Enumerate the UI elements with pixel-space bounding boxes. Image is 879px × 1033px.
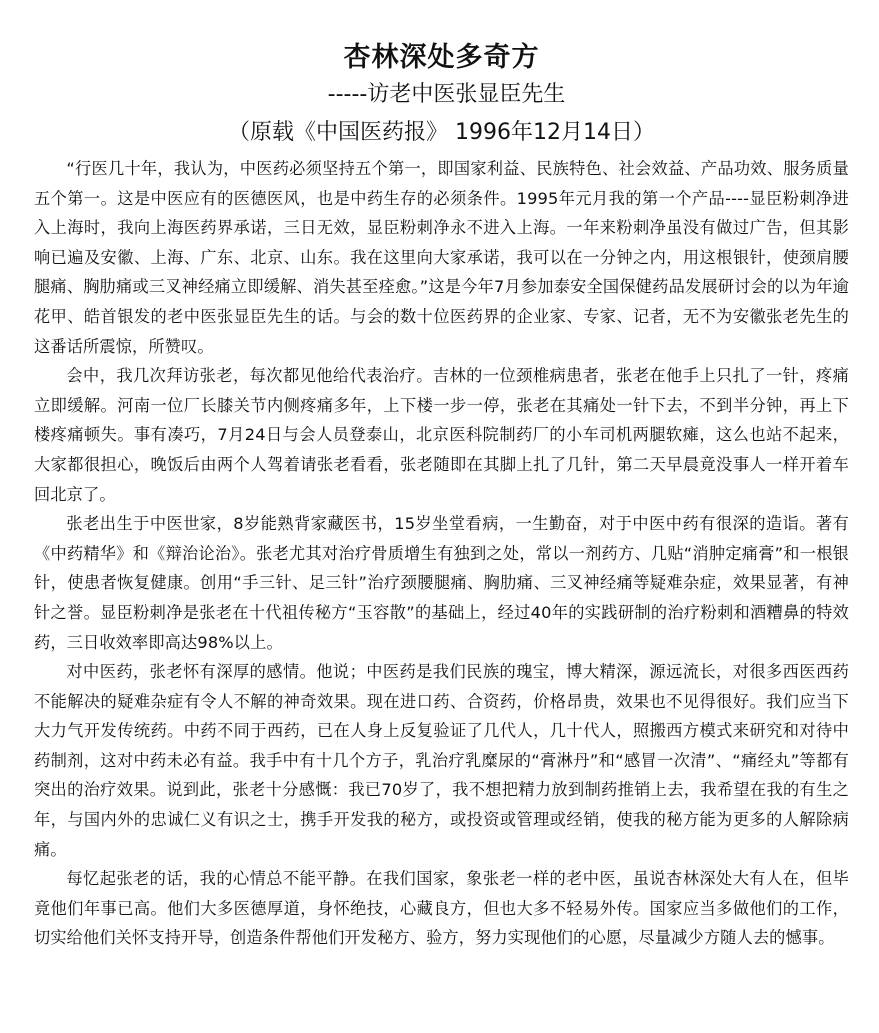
paragraph-5: 每忆起张老的话，我的心情总不能平静。在我们国家，象张老一样的老中医，虽说杏林深处大有人在，但毕竟他们年事已高。他们大多医德厚道，身怀绝技，心藏良方，但也大多不轻易外传。国家应当多做他们的工作，切实给他们关怀支持开导，创造条件帮他们开发秘方、验方，努力实现他们的心愿，尽量减少方随人去的憾事。: [34, 869, 849, 948]
article-title: 杏林深处多奇方: [343, 42, 540, 73]
article-subtitle: -----访老中医张显臣先生: [327, 82, 566, 107]
article-source: （原载《中国医药报》 1996年12月14日）: [228, 120, 655, 145]
paragraph-1: “行医几十年，我认为，中医药必须坚持五个第一，即国家利益、民族特色、社会效益、产品功效、服务质量五个第一。这是中医应有的医德医风，也是中药生存的必须条件。1995年元月我的第一个产品----显臣粉刺净进入上海时，我向上海医药界承诺，三日无效，显臣粉刺净永不进入上海。一年来粉刺净虽没有做过广告，但其影响已遍及安徽、上海、广东、北京、山东。我在这里向大家承诺，我可以在一分钟之内，用这根银针，使颈肩腰腿痛、胸肋痛或三叉神经痛立即缓解、消失甚至痊愈。”这是今年7月参加泰安全国保健药品发展研讨会的以为年逾花甲、皓首银发的老中医张显臣先生的话。与会的数十位医药界的企业家、专家、记者，无不为安徽张老先生的这番话所震惊，所赞叹。: [34, 159, 849, 356]
paragraph-2: 会中，我几次拜访张老，每次都见他给代表治疗。吉林的一位颈椎病患者，张老在他手上只扎了一针，疼痛立即缓解。河南一位厂长膝关节内侧疼痛多年，上下楼一步一停，张老在其痛处一针下去，不到半分钟，再上下楼疼痛顿失。事有凑巧，7月24日与会人员登泰山，北京医科院制药厂的小车司机两腿软瘫，这么也站不起来，大家都很担心，晚饭后由两个人驾着请张老看看，张老随即在其脚上扎了几针，第二天早晨竟没事人一样开着车回北京了。: [34, 366, 849, 504]
paragraph-3: 张老出生于中医世家，8岁能熟背家藏医书，15岁坐堂看病，一生勤奋，对于中医中药有很深的造诣。著有《中药精华》和《辩治论治》。张老尤其对治疗骨质增生有独到之处，常以一剂药方、几贴“消肿定痛膏”和一根银针，使患者恢复健康。创用“手三针、足三针”治疗颈腰腿痛、胸肋痛、三叉神经痛等疑难杂症，效果显著，有神针之誉。显臣粉刺净是张老在十代祖传秘方“玉容散”的基础上，经过40年的实践研制的治疗粉刺和酒糟鼻的特效药，三日收效率即高达98%以上。: [34, 514, 849, 652]
article-body: [34, 154, 849, 953]
paragraph-4: 对中医药，张老怀有深厚的感情。他说；中医药是我们民族的瑰宝，博大精深，源远流长，对很多西医西药不能解决的疑难杂症有令人不解的神奇效果。现在进口药、合资药，价格昂贵，效果也不见得很好。我们应当下大力气开发传统药。中药不同于西药，已在人身上反复验证了几代人，几十代人，照搬西方模式来研究和对待中药制剂，这对中药未必有益。我手中有十几个方子，乳治疗乳糜尿的“膏淋丹”和“感冒一次清”、“痛经丸”等都有突出的治疗效果。说到此，张老十分感慨：我已70岁了，我不想把精力放到制药推销上去，我希望在我的有生之年，与国内外的忠诚仁义有识之士，携手开发我的秘方，或投资或管理或经销，使我的秘方能为更多的人解除病痛。: [34, 662, 849, 859]
